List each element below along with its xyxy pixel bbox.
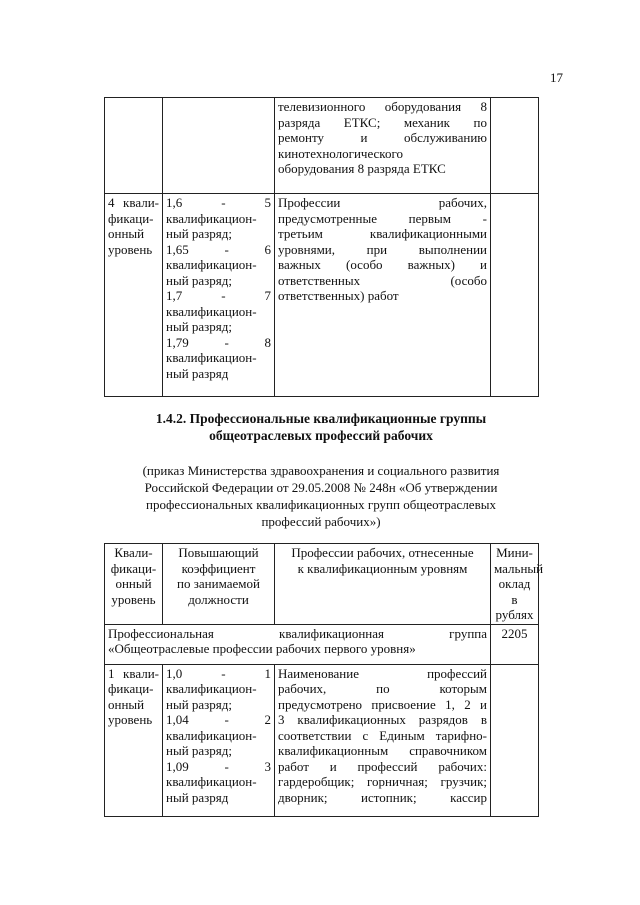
coefficient-cell <box>163 194 275 397</box>
table-header-row <box>105 544 539 625</box>
coefficient-entry: 1,79 - 8 квалификацион- ный разряд <box>166 334 271 381</box>
coefficient-entry: 1,04 - 2 квалификацион- ный разряд; <box>166 712 271 758</box>
group-row <box>105 624 539 664</box>
section-title: 1.4.2. Профессиональные квалификационные группы общеотраслевых профессий рабочих <box>155 411 487 443</box>
table-row <box>105 664 539 816</box>
group-title: Профессиональная квалификационная группа «Общеотраслевые профессии рабочих первого уровня» <box>105 624 491 664</box>
table-continuation <box>104 97 539 397</box>
level-cell: 1 квали- фикаци- онный уровень <box>105 664 163 816</box>
table-row <box>105 98 539 194</box>
qualification-table <box>104 543 544 817</box>
table-row <box>105 194 539 397</box>
header-coefficient: Повышающий коэффициент по занимаемой должности <box>163 544 275 625</box>
profession-cell: Профессии рабочих, предусмотренные первым - третьим квалификационными уровнями, при выполнении важных (особо важных) и ответственных (особо ответственных) работ <box>275 194 491 397</box>
level-cell: 4 квали- фикаци- онный уровень <box>105 194 163 397</box>
group-salary: 2205 <box>491 624 539 664</box>
order-reference: (приказ Министерства здравоохранения и социального развития Российской Федерации от 29.05.2008 № 248н «Об утверждении профессиональных квалификационных групп общеотраслевых профессий рабочих») <box>142 463 500 529</box>
coefficient-entry: 1,6 - 5 квалификацион- ный разряд; <box>166 195 271 241</box>
profession-cell: телевизионного оборудования 8 разряда ЕТКС; механик по ремонту и обслуживанию кинотехнологического оборудования 8 разряда ЕТКС <box>275 98 491 194</box>
coefficient-entry: 1,65 - 6 квалификацион- ный разряд; <box>166 241 271 288</box>
coefficient-cell <box>163 98 275 194</box>
salary-cell <box>491 98 539 194</box>
coefficient-entry: 1,09 - 3 квалификацион- ный разряд <box>166 758 271 805</box>
header-level: Квали- фикаци- онный уровень <box>105 544 163 625</box>
page-number: 17 <box>550 70 563 85</box>
salary-cell <box>491 194 539 397</box>
coefficient-entry: 1,7 - 7 квалификацион- ный разряд; <box>166 288 271 334</box>
header-professions: Профессии рабочих, отнесенные к квалификационным уровням <box>275 544 491 625</box>
profession-cell: Наименование профессий рабочих, по которым предусмотрено присвоение 1, 2 и 3 квалификационных разрядов в соответствии с Единым тарифно- квалификационным справочником работ и профессий рабочих: гардеробщик; горничная; грузчик; дворник; истопник; кассир <box>275 664 491 816</box>
header-salary: Мини- мальный оклад в рублях <box>491 544 539 625</box>
salary-cell <box>491 664 539 816</box>
coefficient-entry: 1,0 - 1 квалификацион- ный разряд; <box>166 665 271 712</box>
coefficient-cell <box>163 664 275 816</box>
level-cell <box>105 98 163 194</box>
